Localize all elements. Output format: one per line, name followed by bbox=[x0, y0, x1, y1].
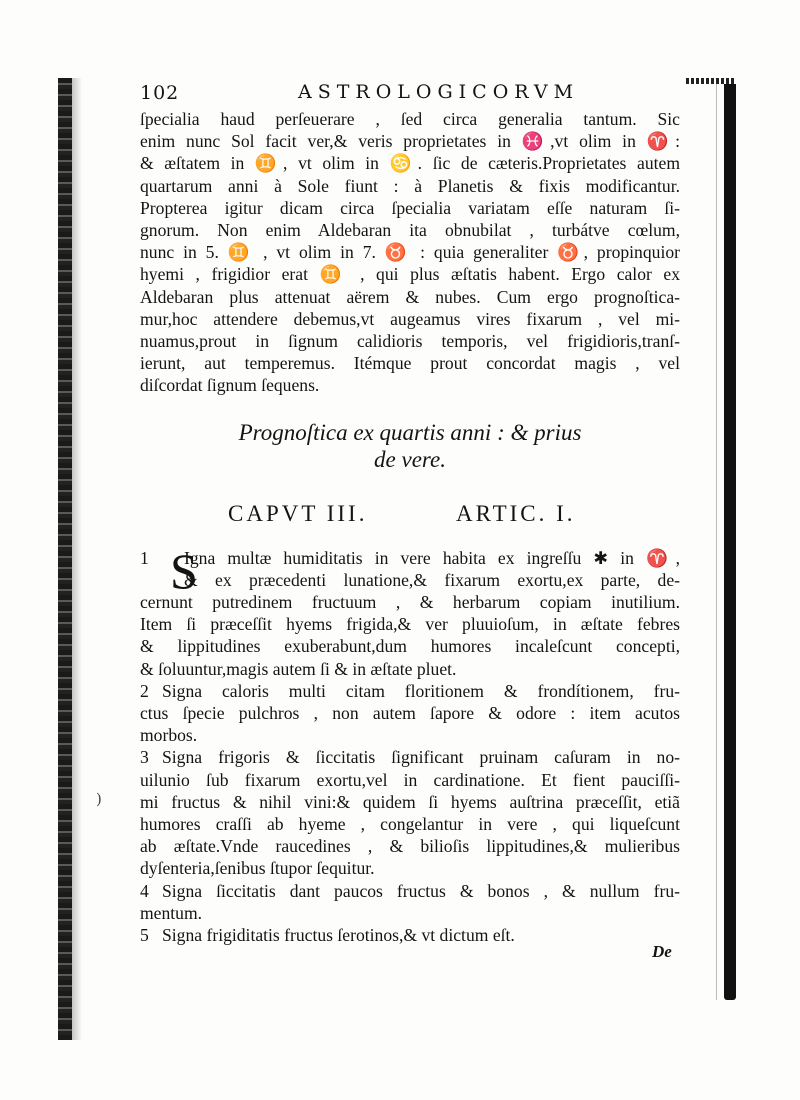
text-line bbox=[140, 746, 680, 768]
page-number: 102 bbox=[140, 82, 180, 104]
article-3 bbox=[140, 746, 680, 879]
body-paragraph bbox=[140, 108, 680, 397]
book-page bbox=[140, 80, 680, 961]
text-line: mi fructus & nihil vini:& quidem ſi hyems auſtrina præceſſit, etiã bbox=[140, 791, 680, 812]
text-line: diſcordat ſignum ſequens. bbox=[140, 375, 320, 396]
article-1 bbox=[140, 542, 680, 680]
binding-edge-left bbox=[58, 78, 72, 1040]
text-line: ſpecialia haud perſeuerare , ſed circa generalia tantum. Sic bbox=[140, 109, 680, 129]
text-line: nunc in 5. ♊ , vt olim in 7. ♉ : quia generaliter ♉, propinquior bbox=[140, 242, 680, 263]
text-line: & ſoluuntur,magis autem ſi & in æſtate pluet. bbox=[140, 658, 457, 679]
article-5 bbox=[140, 924, 680, 946]
text-line: uilunio ſub fixarum exortu,vel in cardinatione. Et fient pauciſſi- bbox=[140, 769, 680, 790]
article-number: 5 bbox=[140, 925, 149, 946]
article-4 bbox=[140, 880, 680, 924]
text-line: Propterea igitur dicam circa ſpecialia variatam eſſe naturam ſi- bbox=[140, 197, 680, 218]
text-line: ierunt, aut temperemus. Itémque prout concordat magis , vel bbox=[140, 353, 680, 374]
text-line: cernunt putredinem fructuum , & herbarum copiam inutilium. bbox=[140, 592, 680, 613]
text-line: morbos. bbox=[140, 725, 198, 746]
article-text: Signa ſiccitatis dant paucos fructus & bonos , & nullum fru- bbox=[162, 880, 680, 901]
article-1-opening bbox=[140, 542, 680, 599]
article-text: Igna multæ humiditatis in vere habita ex ingreſſu ✱ in ♈, bbox=[184, 547, 680, 568]
section-rubric bbox=[140, 419, 680, 473]
text-line: & ex præcedenti lunatione,& fixarum exortu,ex parte, de- bbox=[184, 569, 680, 590]
rubric-line: de vere. bbox=[374, 446, 446, 472]
text-line bbox=[140, 880, 680, 902]
chapter-heading bbox=[140, 495, 680, 535]
rubric-line: Prognoſtica ex quartis anni : & prius bbox=[238, 419, 582, 445]
text-line bbox=[140, 924, 680, 946]
page-header bbox=[140, 80, 680, 108]
page-edge-hairline bbox=[716, 84, 717, 1000]
article-2 bbox=[140, 680, 680, 747]
chapter-caput: CAPVT III. bbox=[228, 500, 368, 526]
running-head: ASTROLOGICORVM bbox=[298, 81, 580, 103]
text-line: mur,hoc attendere debemus,vt augeamus vires fixarum , vel mi- bbox=[140, 308, 680, 329]
article-number: 4 bbox=[140, 880, 149, 901]
article-text: Signa caloris multi citam floritionem & frondítionem, fru- bbox=[162, 680, 680, 701]
drop-cap: S bbox=[170, 542, 198, 599]
text-line: ctus ſpecie pulchros , non autem ſapore & odore : item acutos bbox=[140, 703, 680, 724]
text-line: quartarum anni à Sole fiunt : à Planetis & fixis modificantur. bbox=[140, 175, 680, 196]
article-text: Signa frigiditatis fructus ſerotinos,& vt dictum eſt. bbox=[162, 925, 515, 946]
text-line: nuamus,prout in ſignum calidioris temporis, vel frigidioris,tranſ- bbox=[140, 331, 680, 352]
text-line: ab æſtate.Vnde raucedines , & bilioſis lippitudines,& mulieribus bbox=[140, 836, 680, 857]
text-line bbox=[140, 547, 680, 569]
text-line: enim nunc Sol facit ver,& veris proprietates in ♓,vt olim in ♈: bbox=[140, 131, 680, 152]
text-line: dyſenteria,ſenibus ſtupor ſequitur. bbox=[140, 858, 375, 879]
article-number: 2 bbox=[140, 680, 149, 701]
text-line bbox=[140, 680, 680, 702]
text-line: & æſtatem in ♊, vt olim in ♋. ſic de cæteris.Proprietates autem bbox=[140, 153, 680, 174]
text-line: Aldebaran plus attenuat aërem & nubes. Cum ergo prognoſtica- bbox=[140, 286, 680, 307]
article-text: Signa frigoris & ſiccitatis ſignificant pruinam caſuram in no- bbox=[162, 747, 680, 768]
text-line: & lippitudines exuberabunt,dum humores incaleſcunt concepti, bbox=[140, 636, 680, 657]
text-line: mentum. bbox=[140, 902, 203, 923]
text-line: humores craſſi ab hyeme , congelantur in vere , qui liqueſcunt bbox=[140, 814, 680, 835]
margin-mark: ) bbox=[96, 790, 102, 808]
article-number: 3 bbox=[140, 747, 149, 768]
text-line: gnorum. Non enim Aldebaran ita obnubilat , turbátve cœlum, bbox=[140, 220, 680, 241]
article-number: 1 bbox=[140, 547, 149, 568]
catchword: De bbox=[652, 942, 672, 961]
gutter-shadow bbox=[72, 78, 82, 1040]
chapter-article: ARTIC. I. bbox=[456, 500, 576, 526]
page-edge-right bbox=[724, 84, 736, 1000]
text-line: hyemi , frigidior erat ♊ , qui plus æſtatis habent. Ergo calor ex bbox=[140, 264, 680, 285]
text-line: Item ſi præceſſit hyems frigida,& ver pluuioſum, in æſtate febres bbox=[140, 614, 680, 635]
